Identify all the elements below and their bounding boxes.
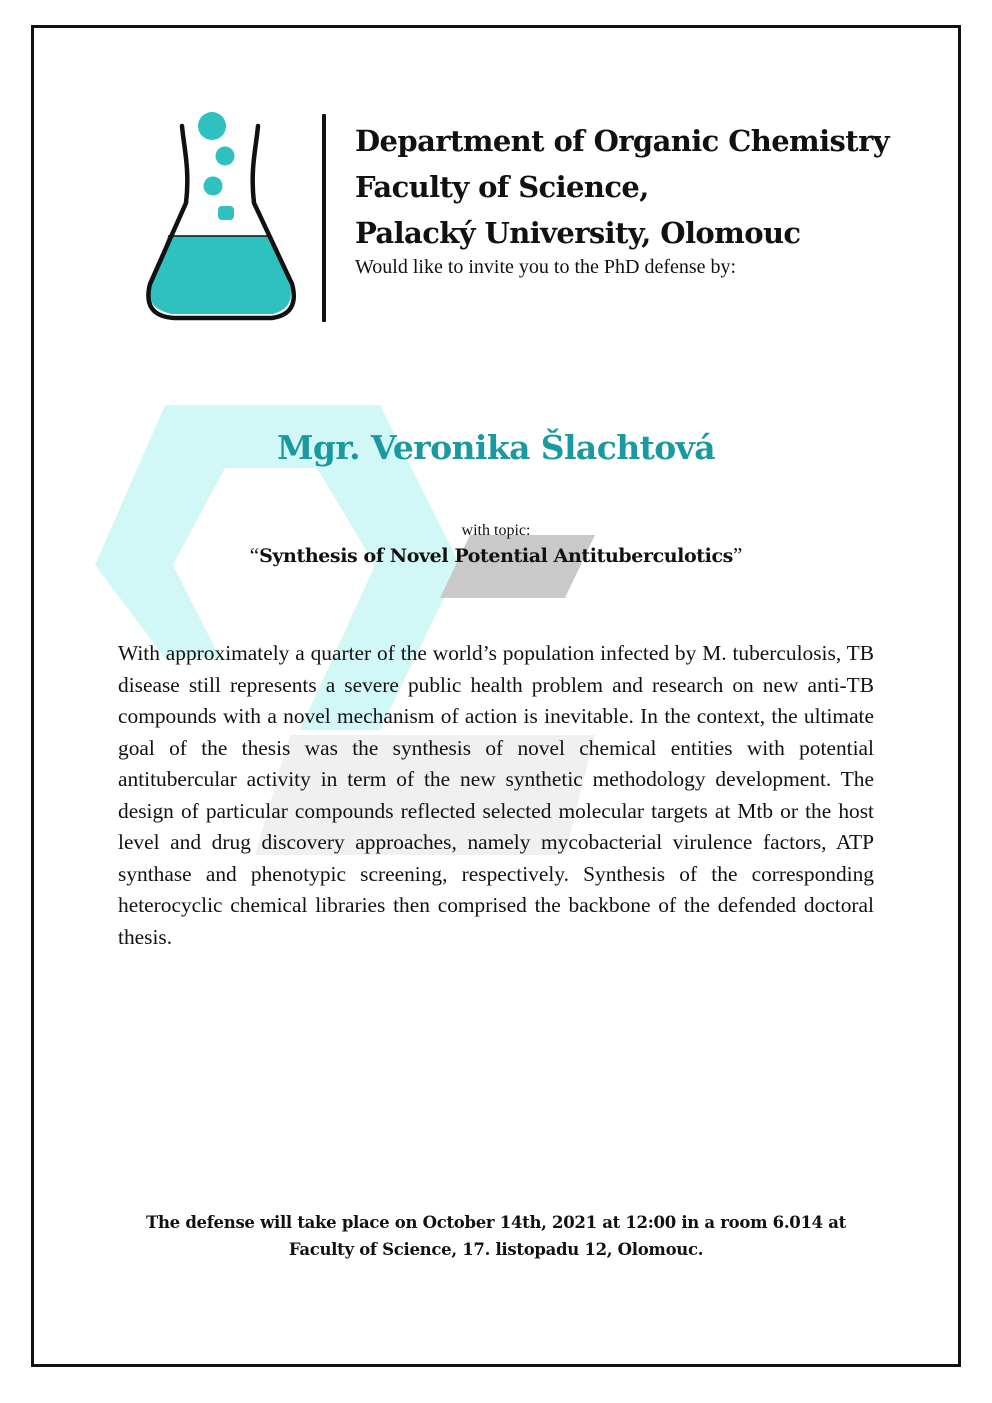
topic-title <box>0 543 992 568</box>
department-title: Department of Organic Chemistry <box>355 124 890 158</box>
header-divider <box>322 114 326 322</box>
bubble-icon <box>204 177 223 196</box>
defense-details-line-2: Faculty of Science, 17. listopadu 12, Olomouc. <box>288 1240 704 1259</box>
close-quote: ” <box>732 543 743 567</box>
flask-liquid <box>149 236 291 314</box>
bubble-icon <box>218 206 234 220</box>
university-title: Palacký University, Olomouc <box>355 216 801 250</box>
flask-icon <box>138 108 308 330</box>
candidate-name: Mgr. Veronika Šlachtová <box>276 428 716 467</box>
faculty-title: Faculty of Science, <box>355 170 649 204</box>
open-quote: “ <box>249 543 260 567</box>
topic-title-text: Synthesis of Novel Potential Antituberculotics <box>259 545 733 567</box>
defense-details <box>100 1209 892 1263</box>
header <box>355 118 935 280</box>
defense-details-line-1: The defense will take place on October 14th, 2021 at 12:00 in a room 6.014 at <box>146 1213 846 1232</box>
bubble-icon <box>216 147 235 166</box>
invitation-text: Would like to invite you to the PhD defense by: <box>355 256 737 278</box>
abstract-paragraph: With approximately a quarter of the world’s population infected by M. tuberculosis, TB disease still represents a severe public health problem and research on new anti-TB compounds with a novel mechanism of action is inevitable. In the context, the ultimate goal of the thesis was the synthesis of novel chemical entities with potential antitubercular activity in term of the new synthetic methodology development. The design of particular compounds reflected selected molecular targets at Mtb or the host level and drug discovery approaches, namely mycobacterial virulence factors, ATP synthase and phenotypic screening, respectively. Synthesis of the corresponding heterocyclic chemical libraries then comprised the backbone of the defended doctoral thesis. <box>118 641 874 949</box>
topic-label: with topic: <box>461 522 531 539</box>
bubble-icon <box>198 112 226 140</box>
